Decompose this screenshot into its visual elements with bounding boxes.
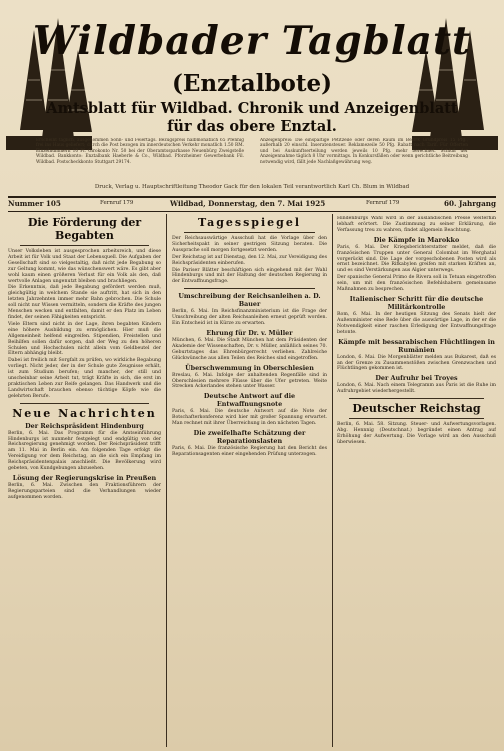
issue-date: Wildbad, Donnerstag, den 7. Mai 1925: [170, 199, 326, 208]
news-paragraph: Berlin, 6. Mai. 58. Sitzung. Steuer- und Aufwertungsvorlagen. Abg. Hennnig (Deutschnat.) begründet einen Antrag auf Erhöhung der Aufwertung. Die Vorlage wird an den Ausschuß überwiesen.: [337, 422, 496, 445]
headline-divider: [349, 418, 484, 419]
article-paragraph: Viele Eltern sind nicht in der Lage, ihren begabten Kindern eine höhere Ausbildung zu ermöglichen. Hier muß die Allgemeinheit helfend eingreifen. Stipendien, Freistellen und Beihilfen sollen dafür sorgen, daß der Weg zu den höheren Schulen und Hochschulen nicht allein vom Geldbeutel der Eltern abhängig bleibt.: [8, 321, 161, 357]
brief-paragraph: Der Reichstag ist auf Dienstag, den 12. Mai, zur Vereidigung des Reichspräsidenten einberufen.: [172, 254, 327, 266]
news-subheadline: Lösung der Regierungskrise in Preußen: [12, 474, 157, 482]
news-subheadline: Der Reichspräsident Hindenburg: [25, 421, 144, 430]
news-subheadline: Italienischer Schritt für die deutsche Militärkontrolle: [349, 294, 484, 311]
news-paragraph: Paris, 6. Mai. Die deutsche Antwort auf die Note der Botschafterkonferenz wird hier mit großer Spannung erwartet. Man rechnet mit ihrer Überreichung in den nächsten Tagen.: [172, 409, 327, 427]
subscription-info: Erscheint täglich, ausgenommen Sonn- und Feiertags. Bezugspreis halbmonatlich 65 Pfennig frei ins Haus geliefert; durch die Post bezogen im innerdeutschen Verkehr monatlich 1.50 RM. Einzelnummern 10 Pf. Girokonto Nr. 50 bei der Oberamtssparkasse Neuenbürg Zweigstelle Wildbad. Bankkonto: Enztalbank Haeberle & Co., Wildbad. Pforzheimer Gewerbebank Fil. Wildbad. Postscheckkonto Stuttgart 29174.: [36, 138, 244, 165]
article-paragraph: Unser Volksleben ist ausgesprochen arbeitsreich, und diese Arbeit ist für Volk und Staat der Lebensquell. Die Aufgaben der Gesellschaft sind so vielgestaltig, daß nicht jede Begabung so zur Geltung kommt, wie das wünschenswert wäre. Es gibt aber wohl kaum einen größeren Verlust für ein Volk als den, daß wertvolle Anlagen ungenutzt bleiben und brachliegen.: [8, 249, 161, 284]
news-paragraph: London, 6. Mai. Die Morgenblätter melden aus Bukarest, daß es an der Grenze zu Zusammenstößen zwischen Grenzwachen und Flüchtlingen gekommen ist.: [337, 354, 496, 372]
fernruf-right: Fernruf 179: [366, 200, 400, 206]
news-paragraph: Paris, 6. Mai. Der Kriegsberichterstatter meldet, daß die französischen Truppen unter General Colombat im Werghatal vorgerückt sind. Die Lage der vorgeschobenen Posten wird als ernst bezeichnet. Die Rifkabylen greifen mit starken Kräften an, und es sind Verstärkungen aus Algier unterwegs.: [337, 244, 496, 274]
news-headline: Neue Nachrichten: [12, 406, 157, 420]
news-subheadline: Die zweifelhafte Schätzung der Reparationslasten: [193, 429, 306, 446]
news-subheadline: Ehrung für Dr. v. Müller: [206, 328, 293, 337]
news-subheadline: Deutsche Antwort auf die Entwaffnungsnote: [203, 392, 296, 409]
amtsblatt-line-1: Amtsblatt für Wildbad. Chronik und Anzeigenblatt: [46, 100, 458, 117]
column-left: [8, 216, 161, 746]
issue-number: Nummer 105: [8, 199, 61, 208]
section-divider: [184, 288, 315, 289]
news-paragraph: Breslau, 6. Mai. Infolge der anhaltenden Regenfälle sind in Oberschlesien mehrere Flüsse über die Ufer getreten. Weite Strecken Ackerlandes stehen unter Wasser.: [172, 372, 327, 390]
advertising-info: Anzeigenpreis: Die einspaltige Petitzeile oder deren Raum im Bezirk Grundpreis 15 Pfg., außerhalb 20 einschl. Inseratensteuer. Reklamezeile 50 Pfg. Rabatt nach Tarif. Für Offerten und bei Auskunftserteilung werden jeweils 10 Pfg. mehr berechnet. Schluß der Anzeigennahme täglich 8 Uhr vormittags. In Konkursfällen oder wenn gerichtliche Beitreibung notwendig wird, fällt jede Nachlaßgewährung weg.: [260, 138, 468, 165]
news-subheadline: Überschwemmung in Oberschlesien: [185, 363, 314, 372]
newspaper-title: Wildbader Tagblatt: [33, 18, 471, 64]
column-right: [337, 216, 496, 746]
news-paragraph: München, 6. Mai. Die Stadt München hat dem Präsidenten der Akademie der Wissenschaften, Dr. v. Müller, anläßlich seines 70. Geburtstages das Ehrenbürgerrecht verliehen. Zahlreiche Glückwünsche aus allen Teilen des Reiches sind eingetroffen.: [172, 337, 327, 361]
tagesspiegel-headline: Tagesspiegel: [197, 216, 302, 229]
amtsblatt-line-2: für das obere Enztal.: [167, 118, 337, 135]
column-divider-2: [332, 214, 333, 747]
news-subheadline: Umschreibung der Reichsanleihen a. D. Bauer: [178, 292, 321, 309]
news-paragraph: Hindenburgs Wahl wird in der ausländischen Presse weiterhin lebhaft erörtert. Die Zustimmung zu seiner Erklärung, die Verfassung treu zu wahren, findet allgemein Beachtung.: [337, 216, 496, 233]
headline-divider: [20, 245, 149, 246]
issue-rule: [8, 211, 496, 212]
newspaper-subtitle: (Enztalbote): [171, 70, 333, 97]
issue-line: [8, 199, 496, 211]
news-paragraph: Berlin, 6. Mai. Zwischen den Fraktionsführern der Regierungsparteien sind die Verhandlungen wieder aufgenommen worden.: [8, 483, 161, 500]
masthead: [6, 4, 498, 194]
news-paragraph: Berlin, 6. Mai. Im Reichsfinanzministerium ist die Frage der Umschreibung der alten Reichsanleihen erneut geprüft worden. Ein Entscheid ist in Kürze zu erwarten.: [172, 309, 327, 327]
article-paragraph: Die Erkenntnis, daß jede Begabung gefördert werden muß, gleichgültig in welchem Stande sie auftritt, hat sich in den letzten Jahrzehnten immer mehr Bahn gebrochen. Die Schule soll nicht nur Wissen vermitteln, sondern die Kräfte des jungen Menschen wecken und entfalten, damit er den Platz im Leben findet, der seinen Fähigkeiten entspricht.: [8, 285, 161, 320]
news-subheadline: Die Kämpfe in Marokko: [373, 235, 460, 244]
article-headline: Die Förderung der Begabten: [27, 216, 142, 242]
amtsblatt-line: [6, 100, 498, 136]
masthead-rule: [8, 196, 496, 198]
news-paragraph: London, 6. Mai. Nach einem Telegramm aus Paris ist die Ruhe im Aufruhrgebiet wiederhergestellt.: [337, 383, 496, 395]
section-divider: [20, 403, 149, 404]
news-paragraph: Berlin, 6. Mai. Das Programm für die Amtseinführung Hindenburgs ist nunmehr festgelegt und endgültig von der Reichsregierung genehmigt worden. Der Reichspräsident trifft am 11. Mai in Berlin ein. Am folgenden Tage erfolgt die Vereidigung vor dem Reichstag, an die sich ein Empfang im Reichspräsidentenpalais anschließt. Die Bevölkerung wird gebeten, von Kundgebungen abzusehen.: [8, 430, 161, 472]
news-paragraph: Rom, 6. Mai. In der heutigen Sitzung des Senats hielt der Außenminister eine Rede über die auswärtige Lage, in der er die Notwendigkeit einer raschen Erledigung der Entwaffnungsfrage betonte.: [337, 311, 496, 335]
fernruf-left: Fernruf 179: [100, 200, 134, 206]
article-paragraph: Dabei ist freilich mit Sorgfalt zu prüfen, wo wirkliche Begabung vorliegt. Nicht jeder, der in der Schule gute Zeugnisse erhält, ist zum Studium berufen; und mancher, der still und unscheinbar seine Arbeit tut, trägt Kräfte in sich, die erst im praktischen Leben zur Reife gelangen. Das Handwerk und die Landwirtschaft brauchen ebenso tüchtige Köpfe wie die gelehrten Berufe.: [8, 358, 161, 399]
reichstag-headline: Deutscher Reichstag: [352, 402, 481, 416]
column-middle: [172, 216, 327, 746]
news-subheadline: Kämpfe mit bessarabischen Flüchtlingen in Rumänien: [338, 337, 495, 354]
brief-paragraph: Die Pariser Blätter beschäftigen sich eingehend mit der Wahl Hindenburgs und mit der Haltung der deutschen Regierung in der Entwaffnungsfrage.: [172, 267, 327, 285]
brief-paragraph: Der Reichsauswärtige Ausschuß hat die Vorlage über den Sicherheitspakt in seiner gestrigen Sitzung beraten. Die Aussprache soll morgen fortgesetzt werden.: [172, 236, 327, 253]
news-subheadline: Der Aufruhr bei Troyes: [375, 374, 458, 383]
headline-divider: [184, 232, 315, 233]
printer-imprint: Druck, Verlag u. Hauptschriftleitung Theodor Gack für den lokalen Teil verantwortlich Karl Ch. Blum in Wildbad: [94, 184, 410, 190]
issue-jahrgang: 60. Jahrgang: [443, 199, 496, 208]
news-paragraph: Paris, 6. Mai. Die französische Regierung hat den Bericht des Reparationsagenten einer eingehenden Prüfung unterzogen.: [172, 446, 327, 457]
section-divider: [349, 398, 484, 399]
column-divider-1: [166, 214, 167, 747]
news-paragraph: Der spanische General Primo de Rivera soll in Tetuan eingetroffen sein, um mit den französischen Befehlshabern gemeinsame Maßnahmen zu besprechen.: [337, 275, 496, 293]
